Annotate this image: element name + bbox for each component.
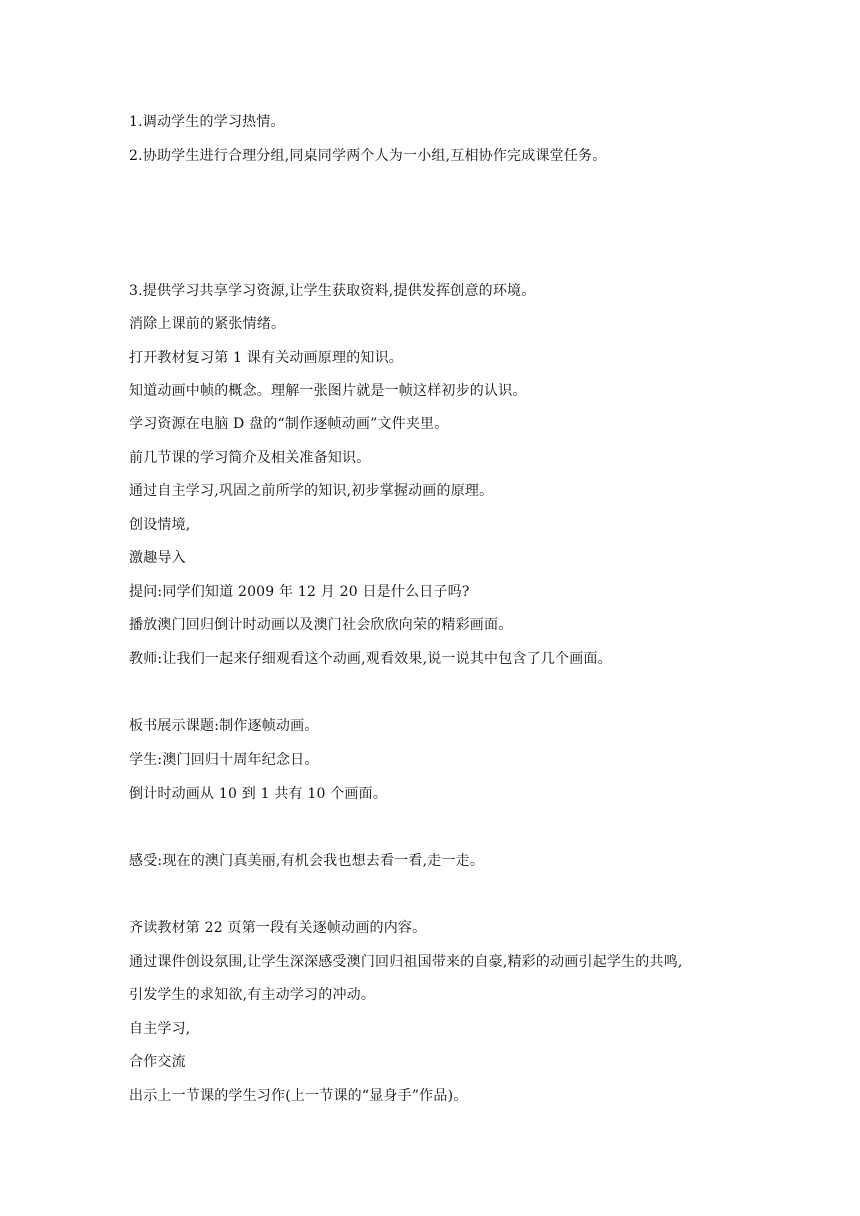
text-line: 2.协助学生进行合理分组,同桌同学两个人为一小组,互相协作完成课堂任务。 xyxy=(129,148,607,164)
text-line: 学习资源在电脑 D 盘的“制作逐帧动画”文件夹里。 xyxy=(129,416,449,432)
text-line: 通过自主学习,巩固之前所学的知识,初步掌握动画的原理。 xyxy=(129,483,494,499)
text-line: 激趣导入 xyxy=(129,550,186,566)
text-line: 打开教材复习第 1 课有关动画原理的知识。 xyxy=(129,350,404,366)
text-line: 前几节课的学习简介及相关准备知识。 xyxy=(129,450,371,466)
text-line: 感受:现在的澳门真美丽,有机会我也想去看一看,走一走。 xyxy=(129,853,485,869)
text-line: 学生:澳门回归十周年纪念日。 xyxy=(129,752,319,768)
text-line: 1.调动学生的学习热情。 xyxy=(129,114,285,130)
text-line: 板书展示课题:制作逐帧动画。 xyxy=(129,718,319,734)
text-line: 自主学习, xyxy=(129,1021,191,1037)
text-line: 教师:让我们一起来仔细观看这个动画,观看效果,说一说其中包含了几个画面。 xyxy=(129,651,612,667)
text-line: 3.提供学习共享学习资源,让学生获取资料,提供发挥创意的环境。 xyxy=(129,283,536,299)
text-line: 倒计时动画从 10 到 1 共有 10 个画面。 xyxy=(129,786,388,802)
text-line: 引发学生的求知欲,有主动学习的冲动。 xyxy=(129,987,376,1003)
text-line: 知道动画中帧的概念。理解一张图片就是一帧这样初步的认识。 xyxy=(129,383,527,399)
text-line: 齐读教材第 22 页第一段有关逐帧动画的内容。 xyxy=(129,920,427,936)
text-line: 播放澳门回归倒计时动画以及澳门社会欣欣向荣的精彩画面。 xyxy=(129,617,513,633)
text-line: 消除上课前的紧张情绪。 xyxy=(129,316,286,332)
text-line: 通过课件创设氛围,让学生深深感受澳门回归祖国带来的自豪,精彩的动画引起学生的共鸣, xyxy=(129,954,683,970)
text-line: 出示上一节课的学生习作(上一节课的“显身手”作品)。 xyxy=(129,1088,468,1104)
text-line: 创设情境, xyxy=(129,517,191,533)
text-line: 提问:同学们知道 2009 年 12 月 20 日是什么日子吗? xyxy=(129,584,470,600)
text-line: 合作交流 xyxy=(129,1054,186,1070)
